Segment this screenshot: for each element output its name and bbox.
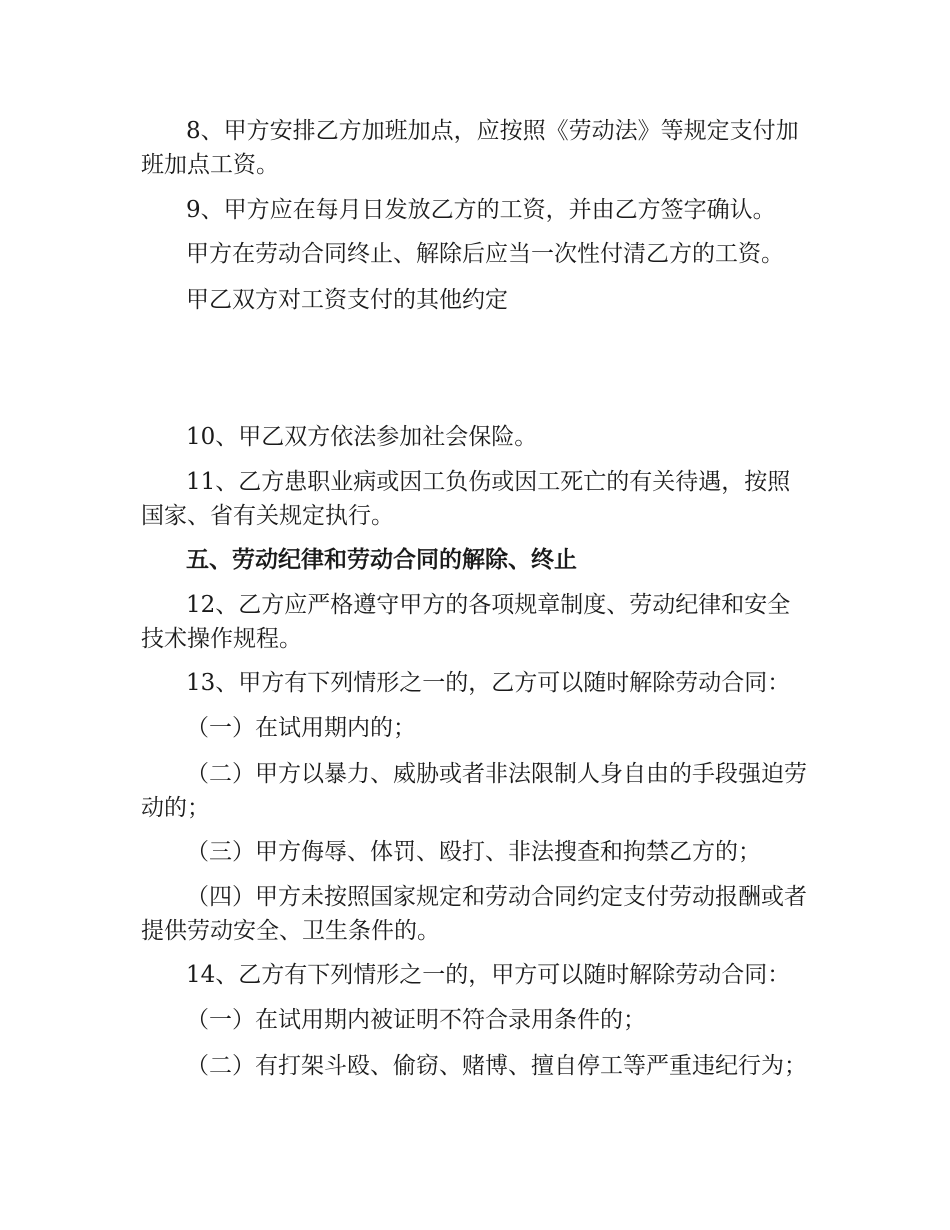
clause-13-item-1: （一）在试用期内的； [186,715,416,741]
clause-14-item-1: （一）在试用期内被证明不符合录用条件的； [186,1007,646,1033]
clause-14: 14、乙方有下列情形之一的，甲方可以随时解除劳动合同： [186,962,791,988]
clause-13-item-2: （二）甲方以暴力、威胁或者非法限制人身自由的手段强迫劳动的； [141,761,807,821]
clause-14-item-2: （二）有打架斗殴、偷窃、赌博、擅自停工等严重违纪行为； [186,1053,807,1079]
clause-10: 10、甲乙双方依法参加社会保险。 [186,424,538,450]
clause-11: 11、乙方患职业病或因工负伤或因工死亡的有关待遇，按照国家、省有关规定执行。 [141,469,791,529]
clause-13-item-4: （四）甲方未按照国家规定和劳动合同约定支付劳动报酬或者提供劳动安全、卫生条件的。 [141,884,807,944]
clause-12: 12、乙方应严格遵守甲方的各项规章制度、劳动纪律和安全技术操作规程。 [141,592,791,652]
clause-13-item-3: （三）甲方侮辱、体罚、殴打、非法搜查和拘禁乙方的； [186,839,761,865]
clause-9: 9、甲方应在每月日发放乙方的工资，并由乙方签字确认。 [186,197,776,223]
clause-13: 13、甲方有下列情形之一的，乙方可以随时解除劳动合同： [186,670,791,696]
clause-8: 8、甲方安排乙方加班加点，应按照《劳动法》等规定支付加班加点工资。 [141,118,799,178]
section-5-heading: 五、劳动纪律和劳动合同的解除、终止 [186,546,577,573]
other-wage-agreement-paragraph: 甲乙双方对工资支付的其他约定 [186,287,508,313]
wage-settlement-paragraph: 甲方在劳动合同终止、解除后应当一次性付清乙方的工资。 [186,241,784,267]
